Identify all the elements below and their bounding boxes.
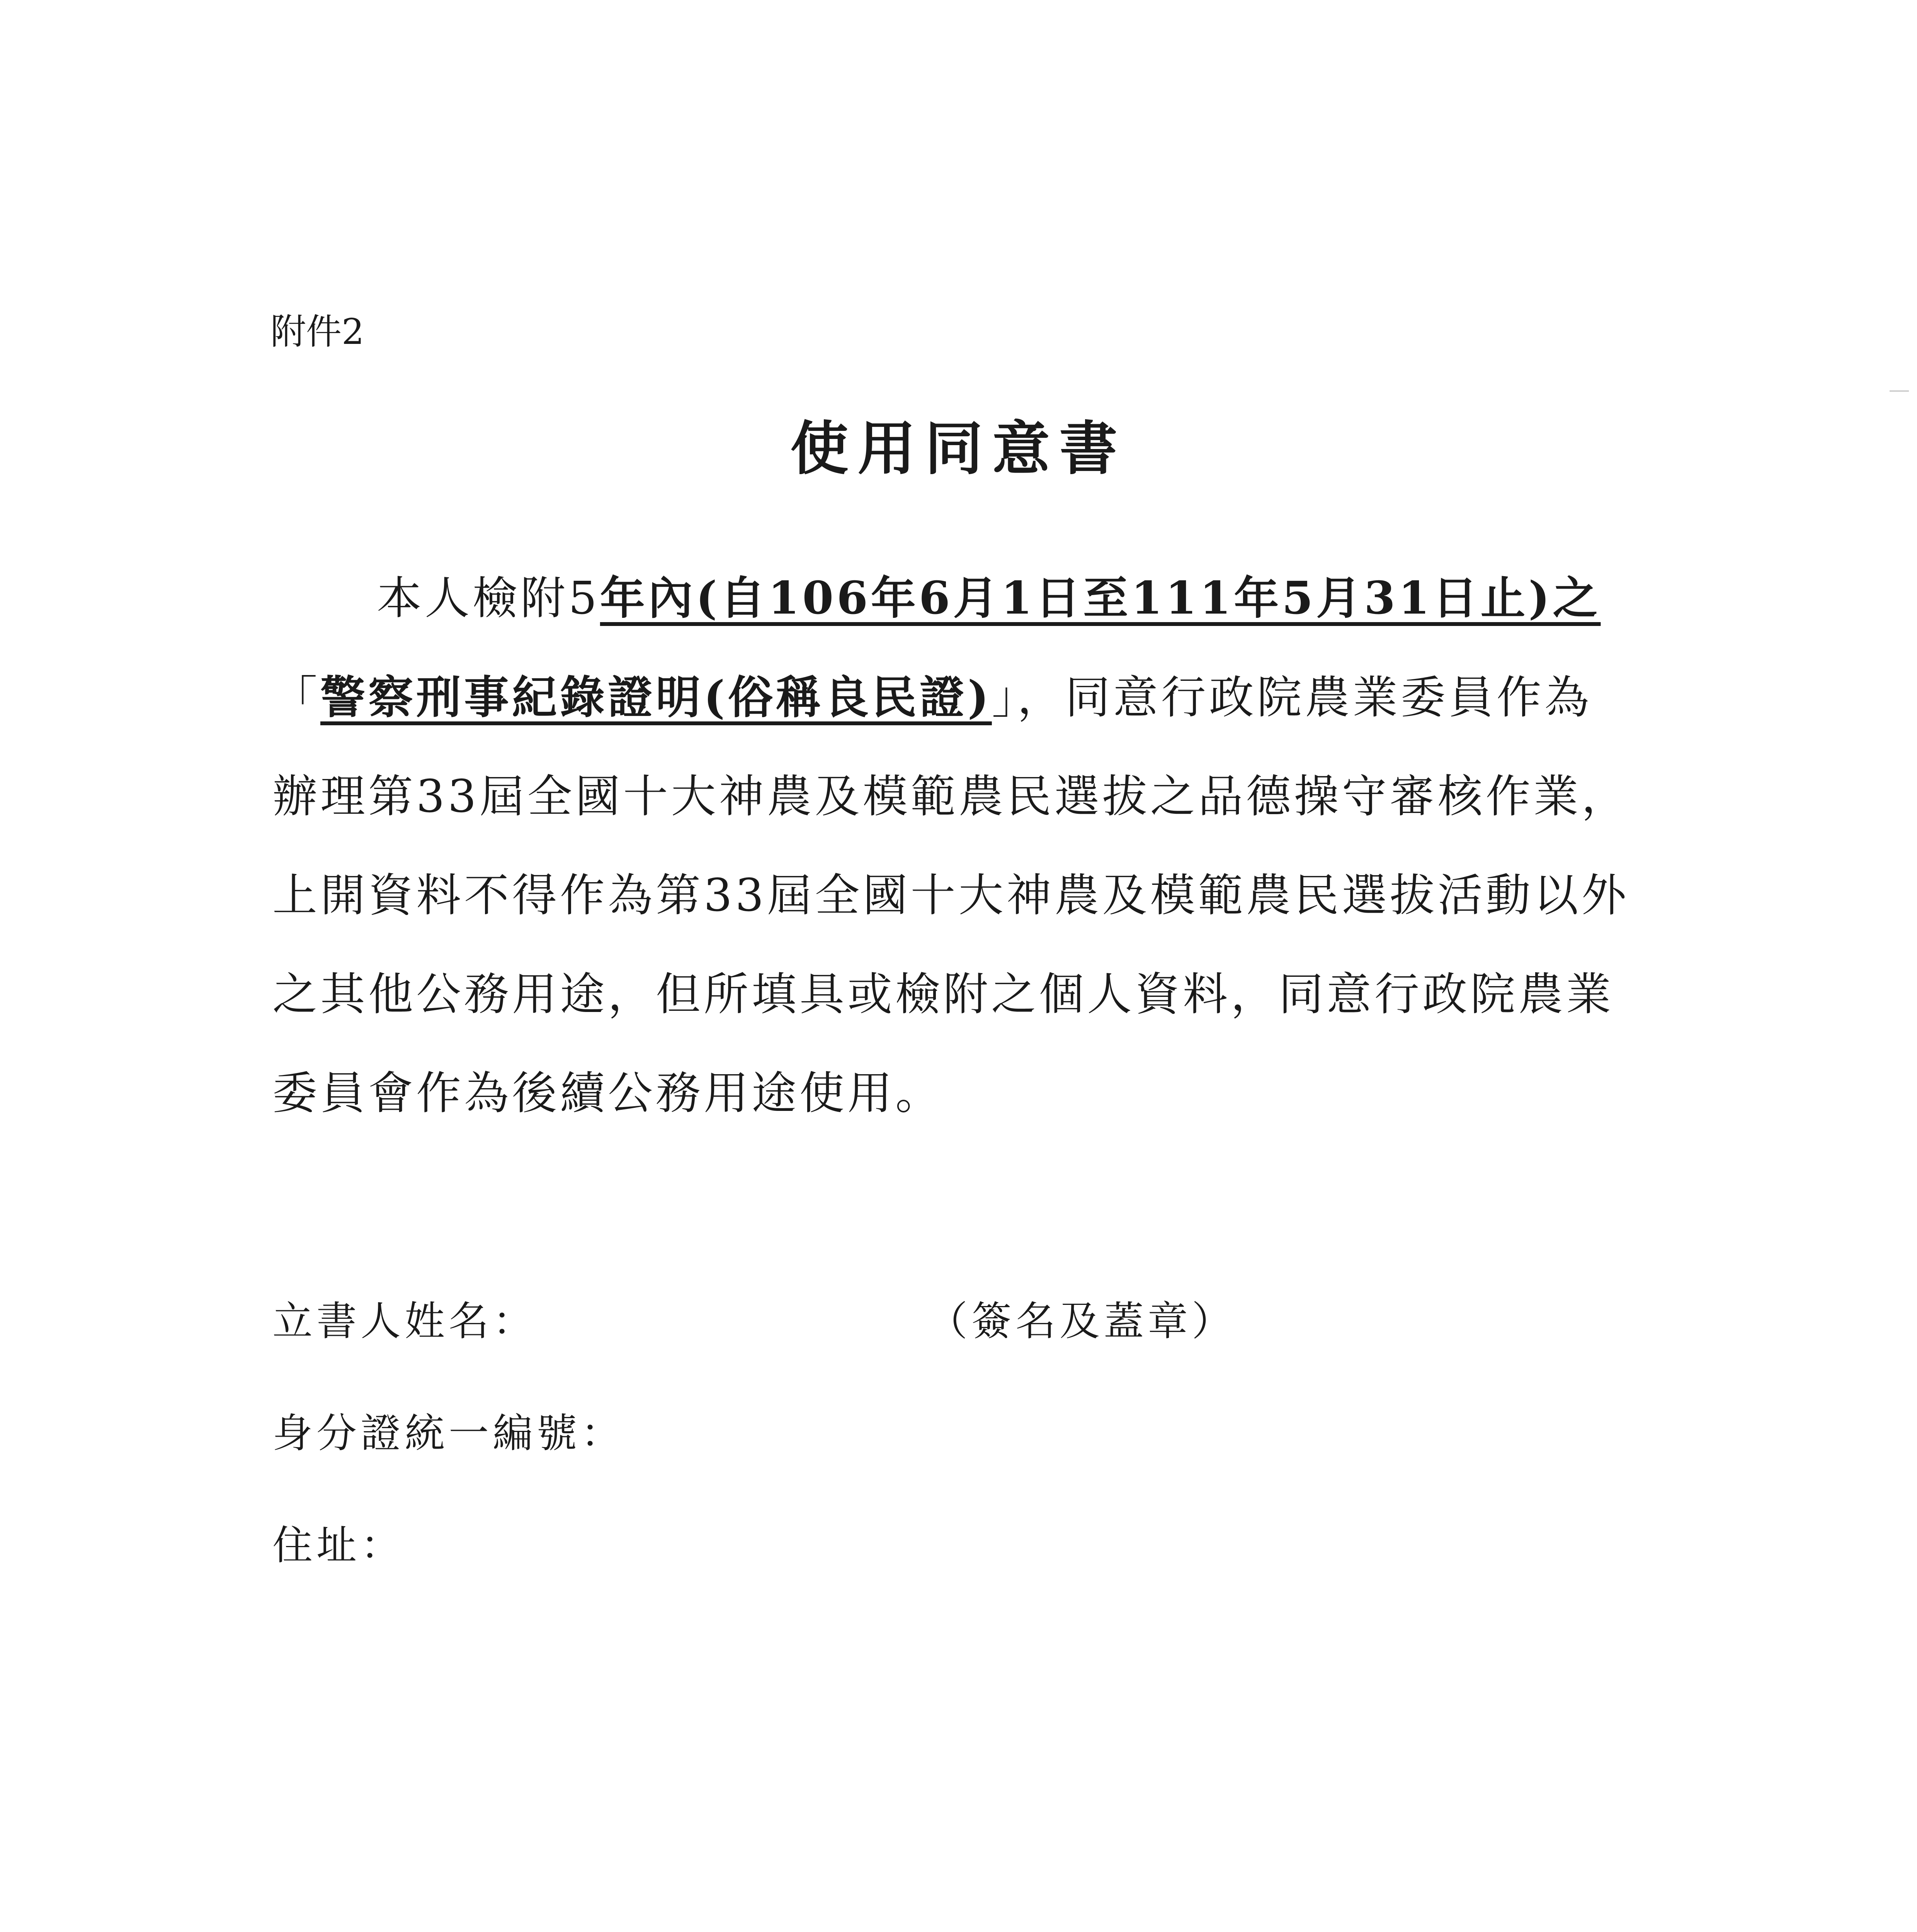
body-period-highlight: 年內(自106年6月1日至111年5月31日止)之 (600, 572, 1601, 624)
body-indent (272, 572, 377, 624)
body-text-main: 」，同意行政院農業委員作為辦理第33屆全國十大神農及模範農民選拔之品德操守審核作業，上開資料不得作為第33屆全國十大神農及模範農民選拔活動以外之其他公務用途，但所填具或檢附之個人資料，同意行政院農業委員會作為後續公務用途使用。 (272, 672, 1630, 1119)
scan-edge-mark (1890, 390, 1909, 392)
address-label: 住址： (272, 1522, 405, 1569)
consent-body (272, 549, 1633, 1143)
signer-name-label: 立書人姓名： (272, 1298, 537, 1345)
body-text-intro: 本人檢附5 (377, 572, 600, 624)
id-number-label: 身分證統一編號： (272, 1410, 625, 1457)
body-certificate-highlight: 警察刑事紀錄證明(俗稱良民證) (320, 671, 992, 724)
body-open-quote: 「 (272, 672, 320, 724)
sign-and-seal-note: （簽名及蓋章） (927, 1298, 1236, 1345)
attachment-label: 附件2 (270, 311, 364, 352)
document-title: 使用同意書 (790, 415, 1127, 483)
